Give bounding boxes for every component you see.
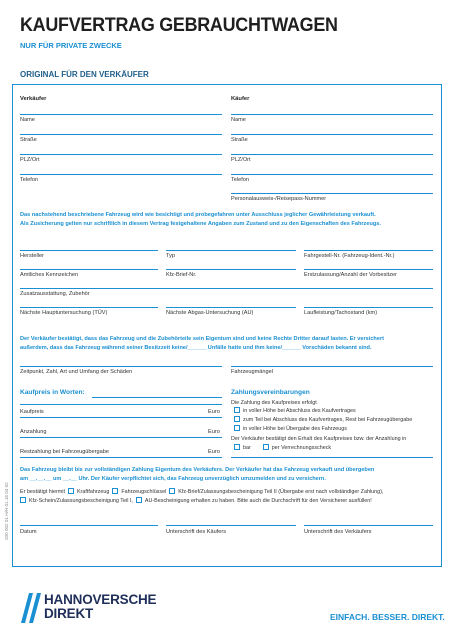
buyer-signature-line[interactable] bbox=[166, 525, 296, 526]
registration-doc-label: Kfz-Brief-Nr. bbox=[166, 272, 197, 278]
buyer-id-label: Personalausweis-/Reisepass-Nummer bbox=[231, 196, 327, 202]
declaration-line-2: außerdem, dass das Fahrzeug während seiner Besitzzeit keine/______ Unfälle hatte und ihm keine/______ Vorschäden bekannt sind. bbox=[20, 345, 372, 351]
handover-row-2 bbox=[20, 497, 372, 506]
deposit-line[interactable] bbox=[20, 437, 222, 438]
brief-checkbox[interactable] bbox=[169, 488, 175, 494]
buyer-phone-label: Telefon bbox=[231, 177, 250, 183]
date-label: Datum bbox=[20, 529, 37, 535]
past-damage-line[interactable] bbox=[20, 366, 222, 367]
brand-slash-logo-icon bbox=[20, 593, 42, 623]
date-line[interactable] bbox=[20, 525, 158, 526]
intro-text-line-1: Das nachstehend beschriebene Fahrzeug wird wie besichtigt und probegefahren unter Ausschluss jeglicher Gewährleistung verkauft. bbox=[20, 212, 376, 218]
mileage-line[interactable] bbox=[304, 307, 433, 308]
payment-method-row bbox=[231, 444, 331, 453]
remaining-label: Restzahlung bei Fahrzeugübergabe bbox=[20, 449, 109, 455]
buyer-street-line[interactable] bbox=[231, 134, 433, 135]
seller-phone-line[interactable] bbox=[20, 174, 222, 175]
payment-heading: Zahlungsvereinbarungen bbox=[231, 389, 310, 396]
seller-street-line[interactable] bbox=[20, 134, 222, 135]
manufacturer-label: Hersteller bbox=[20, 253, 44, 259]
au-label: AU-Bescheinigung erhalten zu haben. Bitte auch die Durchschrift für den Versicherer ausfüllen! bbox=[144, 498, 372, 504]
defects-line[interactable] bbox=[231, 366, 433, 367]
defects-label: Fahrzeugmängel bbox=[231, 369, 273, 375]
handover-intro: Er bestätigt hiermit bbox=[20, 489, 65, 495]
deposit-currency: Euro bbox=[208, 429, 220, 435]
vin-label: Fahrgestell-Nr. (Fahrzeug-Ident.-Nr.) bbox=[304, 253, 395, 259]
check-label: per Verrechnungsscheck bbox=[271, 445, 332, 451]
remaining-currency: Euro bbox=[208, 449, 220, 455]
plate-label: Amtliches Kennzeichen bbox=[20, 272, 79, 278]
payment-intro: Die Zahlung des Kaufpreises erfolgt bbox=[231, 400, 317, 406]
declaration-line-1: Der Verkäufer bestätigt, dass das Fahrzeug und die Zubehörteile sein Eigentum sind und keine Rechte Dritter darauf lasten. Er versichert bbox=[20, 336, 385, 342]
brand-claim: EINFACH. BESSER. DIREKT. bbox=[330, 612, 445, 622]
seller-signature-label: Unterschrift des Verkäufers bbox=[304, 529, 372, 535]
price-words-line[interactable] bbox=[92, 397, 222, 398]
buyer-heading: Käufer bbox=[231, 96, 250, 102]
payment-option-1-checkbox[interactable] bbox=[234, 407, 240, 413]
payment-option-2[interactable]: zum Teil bei Abschluss des Kaufvertrages, Rest bei Fahrzeugübergabe bbox=[231, 416, 412, 425]
seller-phone-label: Telefon bbox=[20, 177, 39, 183]
payment-option-3-checkbox[interactable] bbox=[234, 425, 240, 431]
handover-row-1 bbox=[20, 488, 383, 497]
price-label: Kaufpreis bbox=[20, 409, 44, 415]
vehicle-checkbox[interactable] bbox=[68, 488, 74, 494]
ownership-line-1: Das Fahrzeug bleibt bis zur vollständigen Zahlung Eigentum des Verkäufers. Der Verkäufer hat das Fahrzeug verkauft und übergeben bbox=[20, 467, 375, 473]
check-checkbox[interactable] bbox=[263, 444, 269, 450]
cash-label: bar bbox=[243, 445, 251, 451]
seller-heading: Verkäufer bbox=[20, 96, 47, 102]
registration-doc-line[interactable] bbox=[166, 269, 296, 270]
copy-label: ORIGINAL FÜR DEN VERKÄUFER bbox=[20, 70, 149, 79]
buyer-phone-line[interactable] bbox=[231, 174, 433, 175]
past-damage-label: Zeitpunkt, Zahl, Art und Umfang der Schäden bbox=[20, 369, 133, 375]
next-emission-line[interactable] bbox=[166, 307, 296, 308]
keys-label: Fahrzeugschlüssel bbox=[121, 489, 167, 495]
keys-checkbox[interactable] bbox=[112, 488, 118, 494]
buyer-signature-label: Unterschrift des Käufers bbox=[166, 529, 227, 535]
brand-name-line-1: HANNOVERSCHE bbox=[44, 592, 157, 607]
deposit-label: Anzahlung bbox=[20, 429, 47, 435]
page-subtitle: NUR FÜR PRIVATE ZWECKE bbox=[20, 41, 122, 50]
schein-checkbox[interactable] bbox=[20, 497, 26, 503]
side-print-code: 200 002 01 H/H 01.16 04 02 bbox=[4, 482, 9, 540]
price-top-line bbox=[20, 404, 222, 405]
payment-option-3[interactable]: in voller Höhe bei Übergabe des Fahrzeugs bbox=[231, 425, 347, 434]
payment-bottom-line bbox=[231, 457, 433, 458]
buyer-zip-line[interactable] bbox=[231, 154, 433, 155]
buyer-street-label: Straße bbox=[231, 137, 248, 143]
plate-line[interactable] bbox=[20, 269, 158, 270]
manufacturer-line[interactable] bbox=[20, 250, 158, 251]
buyer-name-label: Name bbox=[231, 117, 246, 123]
price-words-heading: Kaufpreis in Worten: bbox=[20, 389, 85, 396]
payment-confirm: Der Verkäufer bestätigt den Erhalt des Kaufpreises bzw. der Anzahlung in bbox=[231, 436, 407, 442]
brief-label: Kfz-Brief/Zulassungsbescheinigung Teil II (Übergabe erst nach vollständiger Zahlung), bbox=[178, 489, 384, 495]
intro-text-line-2: Als Zusicherung gelten nur schriftlich in diesem Vertrag festgehaltene Angaben zum Zustand und zu den Eigenschaften des Fahrzeugs. bbox=[20, 221, 381, 227]
seller-zip-label: PLZ/Ort bbox=[20, 157, 40, 163]
seller-street-label: Straße bbox=[20, 137, 37, 143]
seller-name-line[interactable] bbox=[20, 114, 222, 115]
buyer-name-line[interactable] bbox=[231, 114, 433, 115]
price-line[interactable] bbox=[20, 417, 222, 418]
vin-line[interactable] bbox=[304, 250, 433, 251]
au-checkbox[interactable] bbox=[136, 497, 142, 503]
first-registration-line[interactable] bbox=[304, 269, 433, 270]
equipment-label: Zusatzausstattung, Zubehör bbox=[20, 291, 90, 297]
type-line[interactable] bbox=[166, 250, 296, 251]
page-title: KAUFVERTRAG GEBRAUCHTWAGEN bbox=[20, 14, 338, 36]
type-label: Typ bbox=[166, 253, 176, 259]
price-currency: Euro bbox=[208, 409, 220, 415]
buyer-id-line[interactable] bbox=[231, 193, 433, 194]
schein-label: Kfz-Schein/Zulassungsbescheinigung Teil I, bbox=[29, 498, 133, 504]
seller-name-label: Name bbox=[20, 117, 35, 123]
equipment-line[interactable] bbox=[20, 288, 433, 289]
vehicle-label: Kraftfahrzeug bbox=[76, 489, 110, 495]
ownership-line-2: am __.__.__ um __.__ Uhr. Der Käufer verpflichtet sich, das Fahrzeug unverzüglich umzumelden und zu versichern. bbox=[20, 476, 326, 482]
payment-option-2-checkbox[interactable] bbox=[234, 416, 240, 422]
next-inspection-line[interactable] bbox=[20, 307, 158, 308]
next-inspection-label: Nächste Hauptuntersuchung (TÜV) bbox=[20, 310, 108, 316]
brand-name-line-2: DIREKT bbox=[44, 606, 94, 621]
cash-checkbox[interactable] bbox=[234, 444, 240, 450]
remaining-line[interactable] bbox=[20, 457, 222, 458]
mileage-label: Laufleistung/Tachostand (km) bbox=[304, 310, 378, 316]
seller-signature-line[interactable] bbox=[304, 525, 433, 526]
buyer-zip-label: PLZ/Ort bbox=[231, 157, 251, 163]
payment-option-1[interactable]: in voller Höhe bei Abschluss des Kaufvertrages bbox=[231, 407, 356, 416]
first-registration-label: Erstzulassung/Anzahl der Vorbesitzer bbox=[304, 272, 397, 278]
next-emission-label: Nächste Abgas-Untersuchung (AU) bbox=[166, 310, 254, 316]
seller-zip-line[interactable] bbox=[20, 154, 222, 155]
